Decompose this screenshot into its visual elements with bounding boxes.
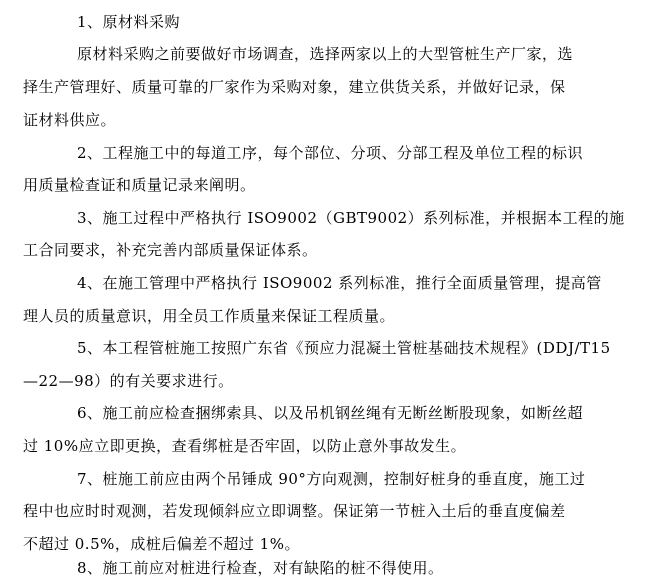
list-item-8-line: 8、施工前应对桩进行检查，对有缺陷的桩不得使用。	[77, 559, 444, 577]
paragraph-line: 原材料采购之前要做好市场调查，选择两家以上的大型管桩生产厂家，选	[77, 45, 574, 63]
section-heading: 1、原材料采购	[77, 13, 181, 31]
list-item-6-line: 过 10%应立即更换，查看绑桩是否牢固，以防止意外事故发生。	[23, 437, 467, 455]
list-item-7-line: 7、桩施工前应由两个吊锤成 90°方向观测，控制好桩身的垂直度，施工过	[77, 470, 586, 488]
list-item-7-line: 不超过 0.5%，成桩后偏差不超过 1%。	[23, 535, 300, 553]
list-item-4-line: 4、在施工管理中严格执行 ISO9002 系列标准，推行全面质量管理，提高管	[77, 274, 602, 292]
list-item-5-line: 5、本工程管桩施工按照广东省《预应力混凝土管桩基础技术规程》(DDJ/T15	[77, 339, 611, 357]
list-item-3-line: 3、施工过程中严格执行 ISO9002（GBT9002）系列标准，并根据本工程的施	[77, 209, 625, 227]
list-item-2-line: 用质量检查证和质量记录来阐明。	[23, 176, 256, 194]
paragraph-line: 证材料供应。	[23, 111, 117, 129]
list-item-6-line: 6、施工前应检查捆绑索具、以及吊机钢丝绳有无断丝断股现象，如断丝超	[77, 404, 584, 422]
list-item-5-line: —22—98）的有关要求进行。	[23, 372, 234, 390]
list-item-3-line: 工合同要求，补充完善内部质量保证体系。	[23, 241, 318, 259]
list-item-4-line: 理人员的质量意识，用全员工作质量来保证工程质量。	[23, 307, 396, 325]
list-item-2-line: 2、工程施工中的每道工序，每个部位、分项、分部工程及单位工程的标识	[77, 144, 584, 162]
list-item-7-line: 程中也应时时观测，若发现倾斜应立即调整。保证第一节桩入土后的垂直度偏差	[23, 502, 566, 520]
paragraph-line: 择生产管理好、质量可靠的厂家作为采购对象，建立供货关系，并做好记录，保	[23, 78, 566, 96]
